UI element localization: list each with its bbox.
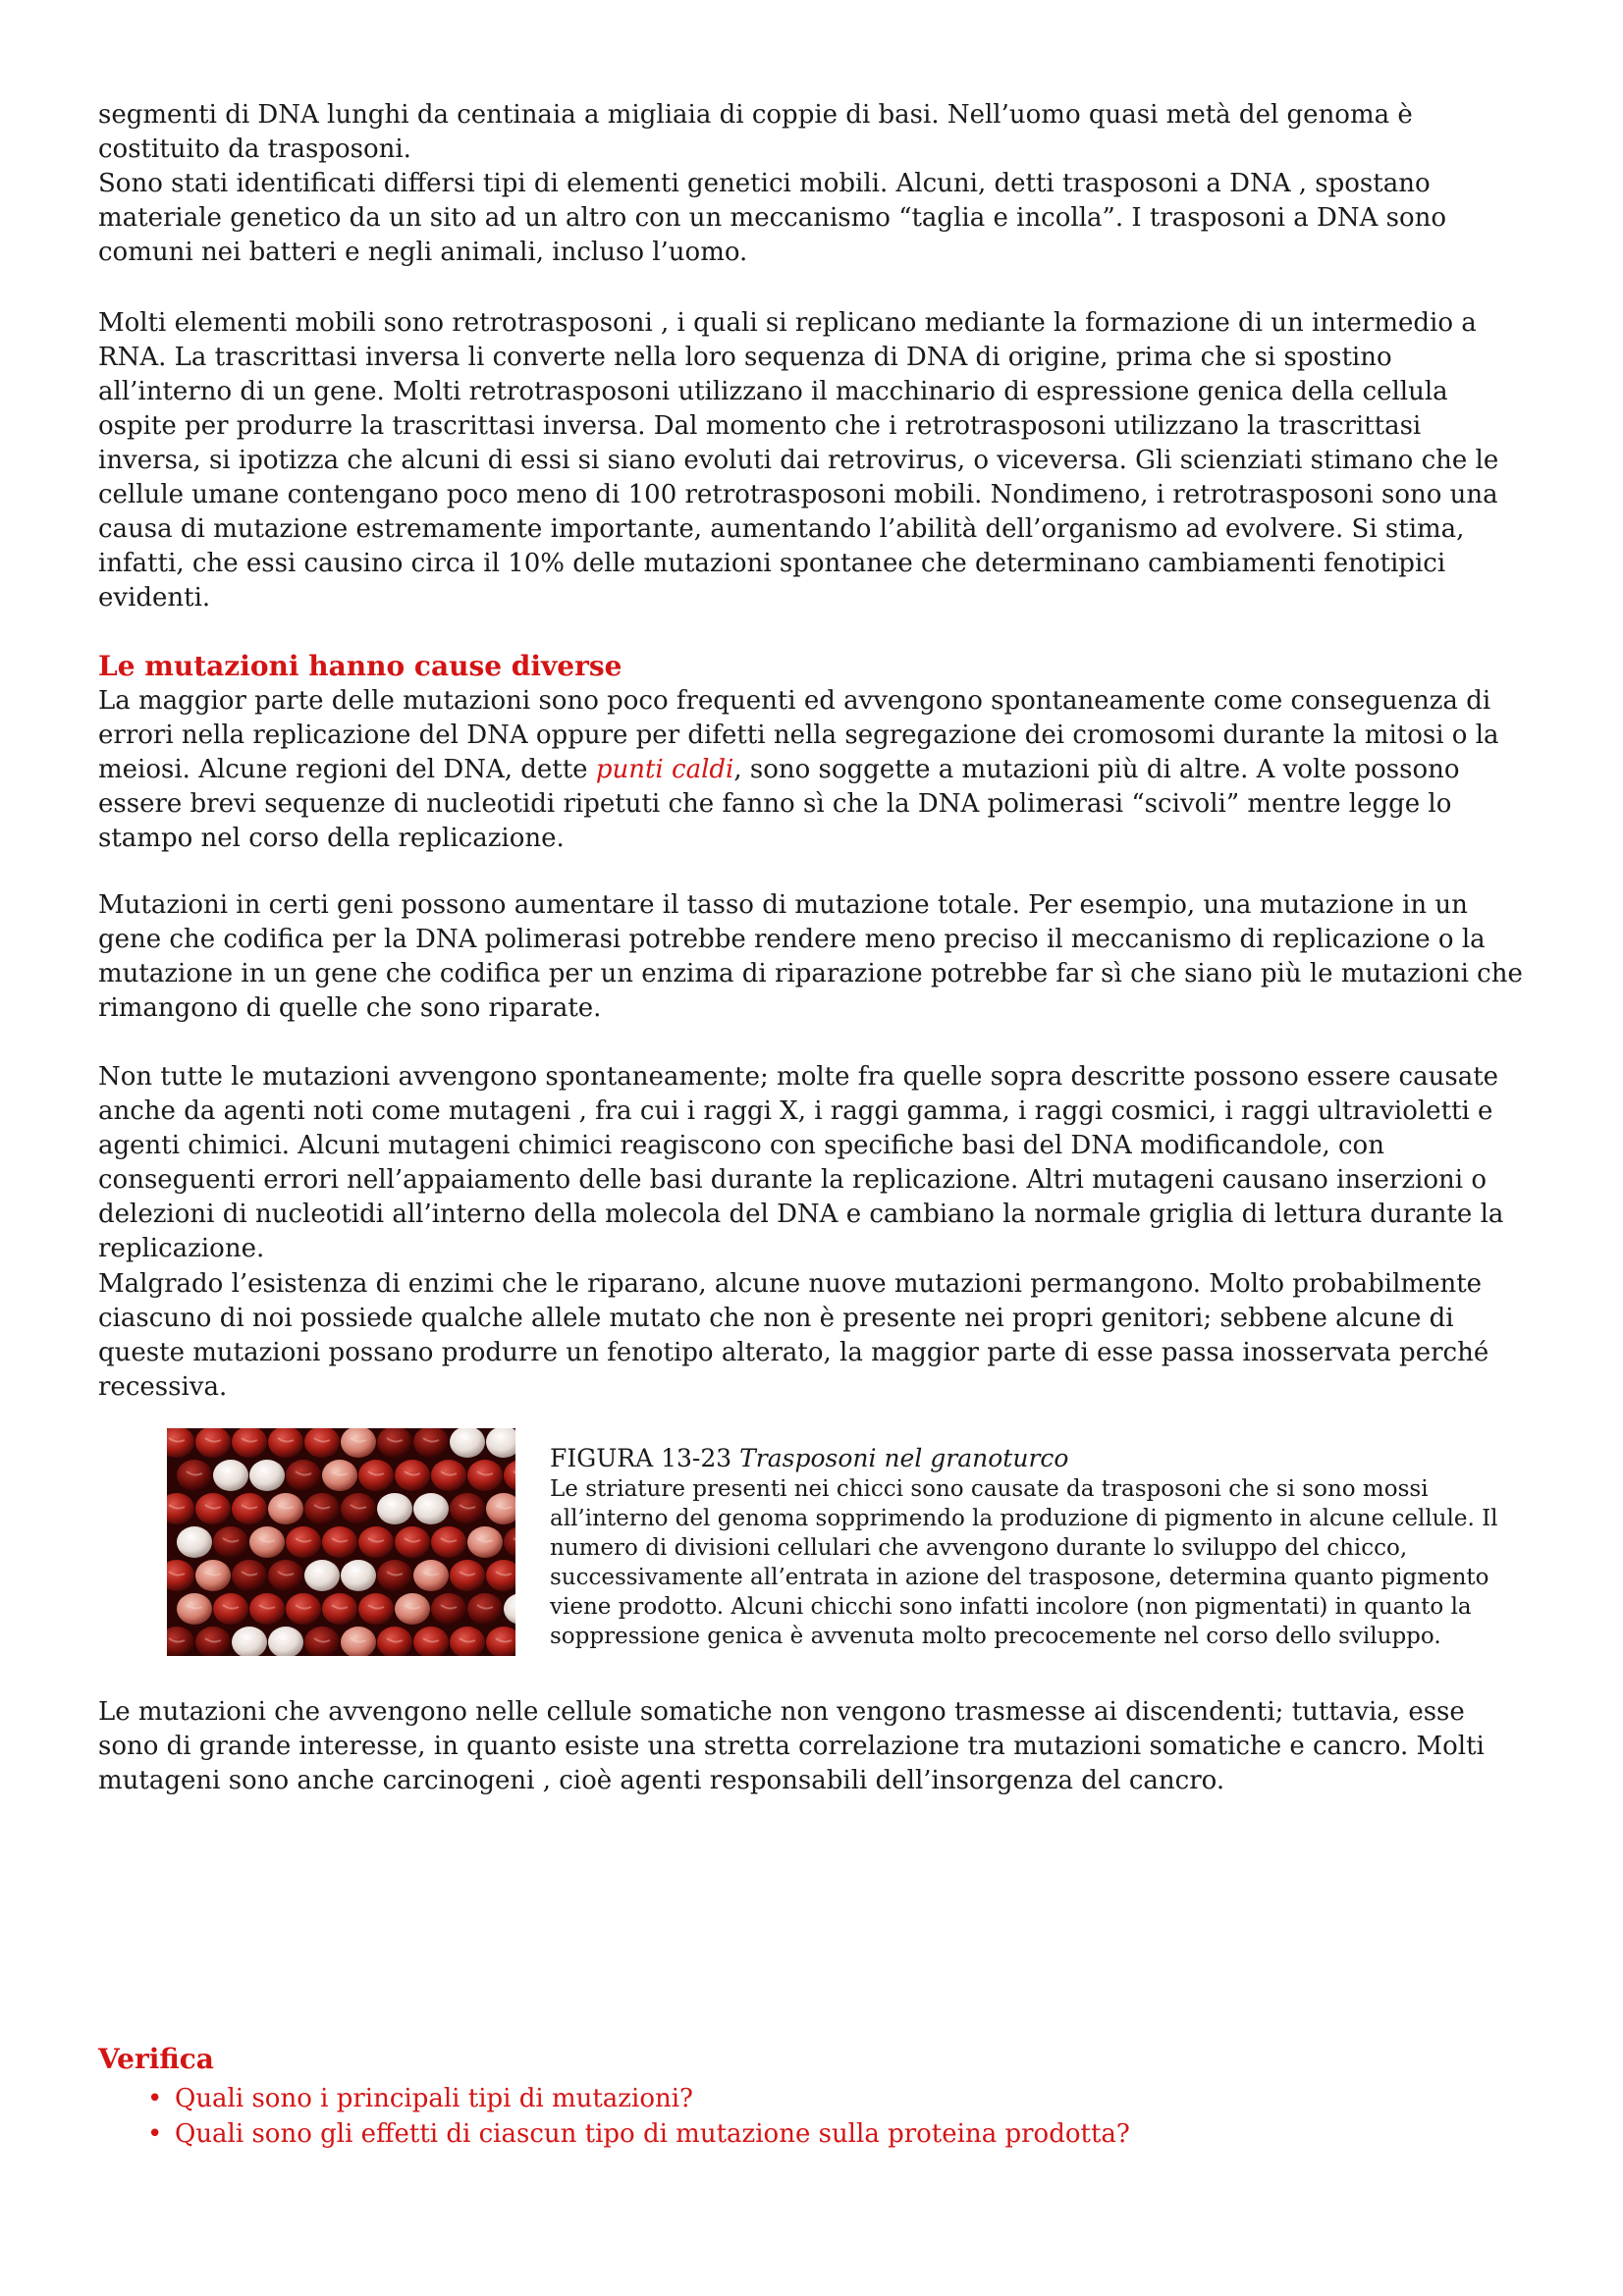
figure-title: Trasposoni nel granoturco xyxy=(739,1444,1069,1472)
paragraph-7: Malgrado l’esistenza di enzimi che le riparano, alcune nuove mutazioni permangono. Molto probabilmente ciascuno di noi possiede qualche allele mutato che non è presente nei propri genitori; sebbene alcune di queste mutazioni possano produrre un fenotipo alterato, la maggior parte di esse passa inosservata perché recessiva. xyxy=(98,1269,1489,1402)
paragraph-3: Molti elementi mobili sono retrotrasposoni , i quali si replicano mediante la formazione di un intermedio a RNA. La trascrittasi inversa li converte nella loro sequenza di DNA di origine, prima che si spostino all’interno di un gene. Molti retrotrasposoni utilizzano il macchinario di espressione genica della cellula ospite per produrre la trascrittasi inversa. Dal momento che i retrotrasposoni utilizzano la trascrittasi inversa, si ipotizza che alcuni di essi si siano evoluti dai retrovirus, o viceversa. Gli scienziati stimano che le cellule umane contengano poco meno di 100 retrotrasposoni mobili. Nondimeno, i retrotrasposoni sono una causa di mutazione estremamente importante, aumentando l’abilità dell’organismo ad evolvere. Si stima, infatti, che essi causino circa il 10% delle mutazioni spontanee che determinano cambiamenti fenotipici evidenti. xyxy=(98,308,1499,613)
verifica-heading: Verifica xyxy=(98,2043,214,2075)
figure-label: FIGURA 13-23 xyxy=(550,1444,740,1472)
figure-caption xyxy=(550,1443,1542,1651)
verifica-item: • Quali sono gli effetti di ciascun tipo di mutazione sulla proteina prodotta? xyxy=(147,2116,1130,2152)
paragraph-8: Le mutazioni che avvengono nelle cellule somatiche non vengono trasmesse ai discendenti; tuttavia, esse sono di grande interesse, in quanto esiste una stretta correlazione tra mutazioni somatiche e cancro. Molti mutageni sono anche carcinogeni , cioè agenti responsabili dell’insorgenza del cancro. xyxy=(98,1697,1485,1795)
figure-title-line xyxy=(550,1443,1542,1474)
paragraph-4-start: La maggior parte delle mutazioni sono poco frequenti ed avvengono spontaneamente come conseguenza di errori nella replicazione del DNA oppure per difetti nella segregazione dei cromosomi durante la mitosi o la meiosi. Alcune regioni del DNA, dette xyxy=(98,686,1499,784)
corn-kernels-image xyxy=(167,1428,515,1656)
paragraph-1: segmenti di DNA lunghi da centinaia a migliaia di coppie di basi. Nell’uomo quasi metà del genoma è costituito da trasposoni. xyxy=(98,100,1413,164)
paragraph-6: Non tutte le mutazioni avvengono spontaneamente; molte fra quelle sopra descritte possono essere causate anche da agenti noti come mutageni , fra cui i raggi X, i raggi gamma, i raggi cosmici, i raggi ultravioletti e agenti chimici. Alcuni mutageni chimici reagiscono con specifiche basi del DNA modificandole, con conseguenti errori nell’appaiamento delle basi durante la replicazione. Altri mutageni causano inserzioni o delezioni di nucleotidi all’interno della molecola del DNA e cambiano la normale griglia di lettura durante la replicazione. xyxy=(98,1062,1504,1263)
verifica-list xyxy=(147,2081,1130,2152)
figure-caption-text: Le striature presenti nei chicci sono causate da trasposoni che si sono mossi all’interno del genoma sopprimendo la produzione di pigmento in alcune cellule. Il numero di divisioni cellulari che avvengono durante lo sviluppo del chicco, successivamente all’entrata in azione del trasposone, determina quanto pigmento viene prodotto. Alcuni chicchi sono infatti incolore (non pigmentati) in quanto la soppressione genica è avvenuta molto precocemente nel corso dello sviluppo. xyxy=(550,1476,1498,1649)
corn-kernels-illustration xyxy=(167,1428,515,1656)
paragraph-4 xyxy=(98,684,1532,856)
paragraph-4-end: , sono soggette a mutazioni più di altre. A volte possono essere brevi sequenze di nucleotidi ripetuti che fanno sì che la DNA polimerasi “scivoli” mentre legge lo stampo nel corso della replicazione. xyxy=(98,755,1460,853)
paragraph-2: Sono stati identificati differsi tipi di elementi genetici mobili. Alcuni, detti trasposoni a DNA , spostano materiale genetico da un sito ad un altro con un meccanismo “taglia e incolla”. I trasposoni a DNA sono comuni nei batteri e negli animali, incluso l’uomo. xyxy=(98,169,1447,267)
verifica-item: • Quali sono i principali tipi di mutazioni? xyxy=(147,2081,1130,2116)
section-heading: Le mutazioni hanno cause diverse xyxy=(98,650,622,682)
paragraph-5: Mutazioni in certi geni possono aumentare il tasso di mutazione totale. Per esempio, una mutazione in un gene che codifica per la DNA polimerasi potrebbe rendere meno preciso il meccanismo di replicazione o la mutazione in un gene che codifica per un enzima di riparazione potrebbe far sì che siano più le mutazioni che rimangono di quelle che sono riparate. xyxy=(98,890,1523,1023)
hot-spots-term: punti caldi xyxy=(595,755,734,784)
